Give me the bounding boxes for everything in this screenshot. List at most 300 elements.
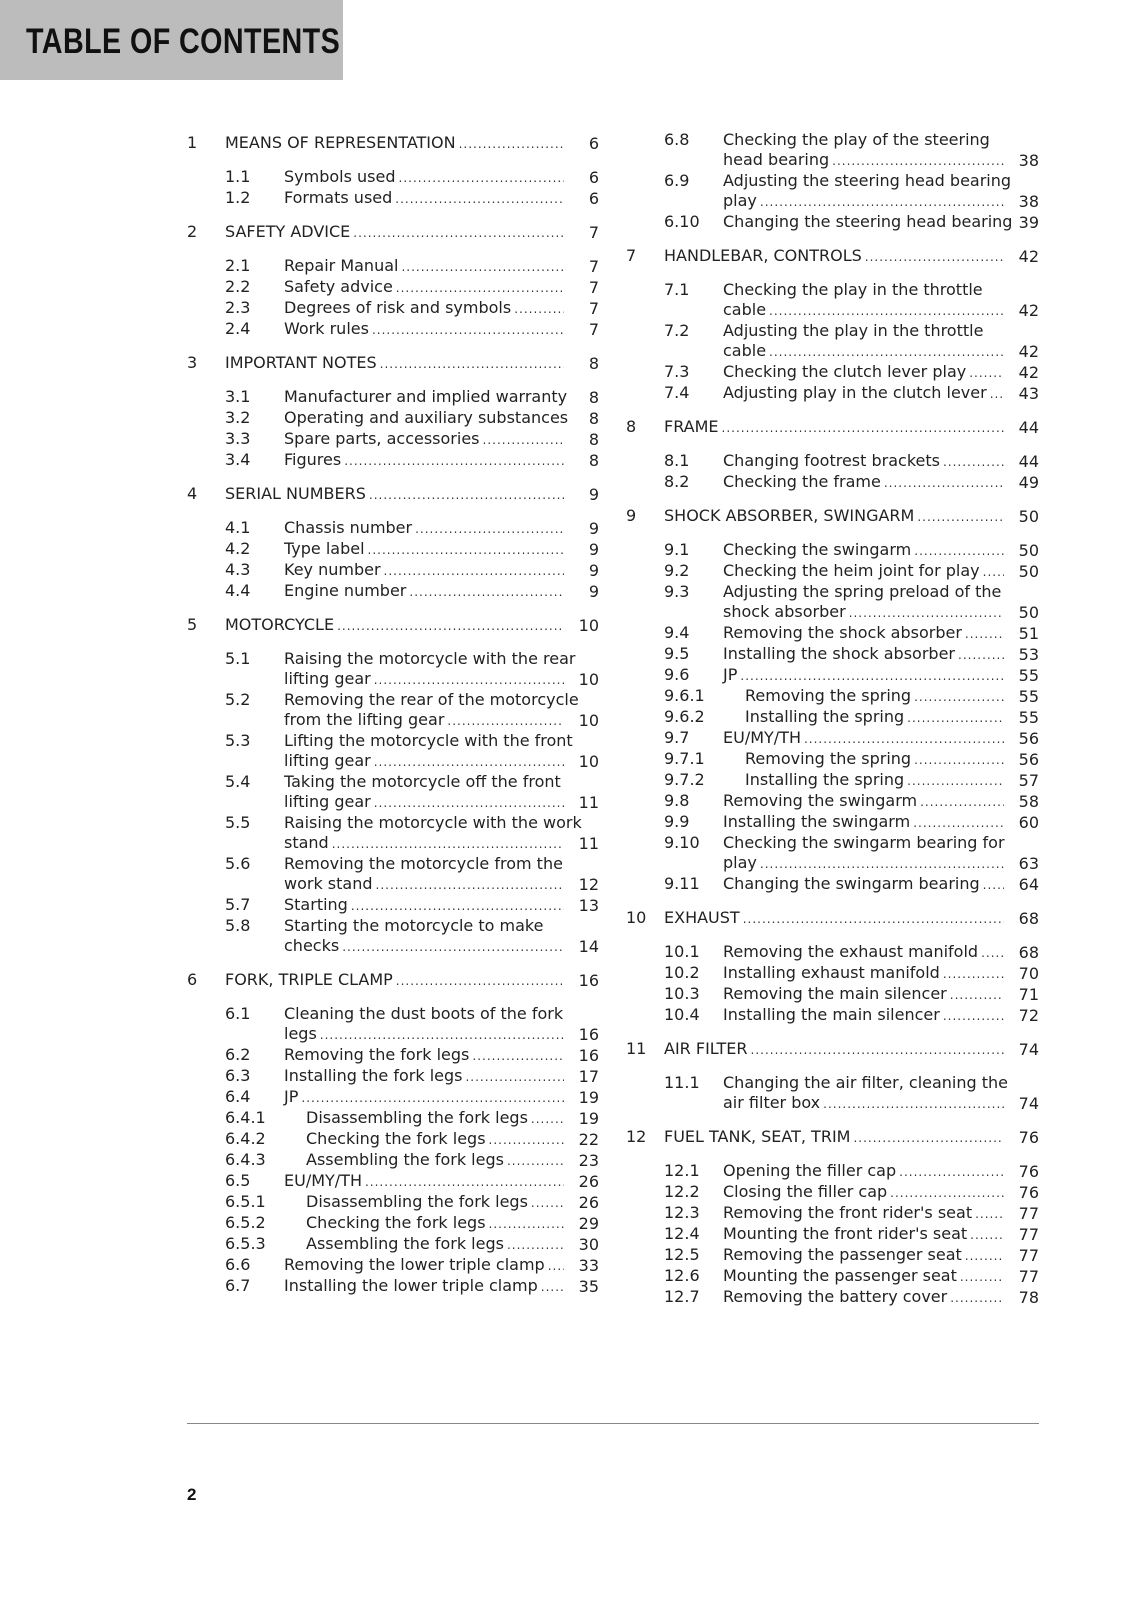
dot-leader — [301, 1087, 564, 1108]
toc-entry[interactable] — [626, 791, 1039, 812]
dot-leader — [415, 518, 564, 539]
toc-entry[interactable] — [626, 1245, 1039, 1266]
toc-entry-title: Removing the motorcycle from the — [284, 854, 563, 873]
dot-leader — [914, 540, 1004, 561]
toc-entry-title: Figures — [284, 450, 342, 469]
toc-entry[interactable] — [187, 649, 599, 690]
dot-leader — [472, 1045, 564, 1066]
toc-entry[interactable] — [626, 321, 1039, 362]
toc-entry[interactable] — [187, 772, 599, 813]
toc-entry[interactable] — [187, 615, 599, 636]
toc-entry[interactable] — [626, 963, 1039, 984]
toc-entry-title: Installing the fork legs — [284, 1066, 463, 1085]
toc-entry[interactable] — [626, 770, 1039, 791]
toc-entry-title: Adjusting the play in the throttle — [723, 321, 984, 340]
dot-leader — [907, 770, 1004, 791]
toc-entry-title: HANDLEBAR, CONTROLS — [664, 246, 862, 265]
toc-entry-number: 7.2 — [664, 321, 690, 340]
toc-entry-number: 5.7 — [225, 895, 251, 914]
toc-entry[interactable] — [626, 942, 1039, 963]
toc-entry-page: 76 — [1018, 1128, 1039, 1147]
toc-entry-number: 5.8 — [225, 916, 251, 935]
toc-entry-number: 6.5.2 — [225, 1213, 266, 1232]
dot-leader — [368, 539, 564, 560]
toc-entry-page: 9 — [588, 485, 599, 504]
toc-entry-page: 29 — [578, 1214, 599, 1233]
toc-entry-page: 10 — [578, 670, 599, 689]
toc-entry-page: 17 — [578, 1067, 599, 1086]
toc-entry[interactable] — [187, 319, 599, 340]
toc-entry-title: cable — [723, 341, 767, 360]
toc-entry-title: Installing the swingarm — [723, 812, 911, 831]
toc-entry-page: 8 — [588, 354, 599, 373]
toc-entry-number: 6.4.3 — [225, 1150, 266, 1169]
toc-entry-page: 7 — [588, 320, 599, 339]
toc-entry-page: 8 — [588, 451, 599, 470]
toc-entry[interactable] — [187, 1234, 599, 1255]
toc-entry-title: Disassembling the fork legs — [306, 1108, 528, 1127]
toc-entry-page: 23 — [578, 1151, 599, 1170]
toc-entry[interactable] — [187, 1213, 599, 1234]
toc-entry-page: 8 — [588, 409, 599, 428]
toc-entry[interactable] — [187, 256, 599, 277]
toc-entry[interactable] — [187, 813, 599, 854]
toc-entry-page: 50 — [1018, 603, 1039, 622]
toc-entry-number: 9 — [626, 506, 637, 525]
toc-entry-number: 9.9 — [664, 812, 690, 831]
dot-leader — [369, 484, 564, 505]
toc-entry-number: 9.11 — [664, 874, 700, 893]
toc-entry[interactable] — [187, 408, 599, 429]
toc-entry-page: 9 — [588, 582, 599, 601]
toc-entry-page: 10 — [578, 752, 599, 771]
toc-entry-number: 9.1 — [664, 540, 690, 559]
dot-leader — [395, 188, 564, 209]
toc-entry-number: 2.4 — [225, 319, 251, 338]
toc-entry[interactable] — [626, 130, 1039, 171]
dot-leader — [983, 561, 1004, 582]
toc-entry-page: 19 — [578, 1088, 599, 1107]
toc-entry[interactable] — [626, 1127, 1039, 1148]
toc-entry[interactable] — [187, 690, 599, 731]
toc-entry-number: 1.2 — [225, 188, 251, 207]
toc-entry-page: 76 — [1018, 1162, 1039, 1181]
toc-entry[interactable] — [187, 484, 599, 505]
toc-entry-page: 68 — [1018, 943, 1039, 962]
toc-entry[interactable] — [626, 1224, 1039, 1245]
toc-entry-page: 50 — [1018, 541, 1039, 560]
toc-entry-title: Removing the main silencer — [723, 984, 947, 1003]
toc-entry[interactable] — [187, 1045, 599, 1066]
toc-entry-title: Removing the spring — [745, 686, 912, 705]
toc-entry[interactable] — [187, 277, 599, 298]
toc-entry[interactable] — [187, 518, 599, 539]
toc-entry-number: 6.10 — [664, 212, 700, 231]
toc-entry[interactable] — [626, 812, 1039, 833]
dot-leader — [374, 751, 564, 772]
toc-entry-title: Checking the swingarm bearing for — [723, 833, 1005, 852]
toc-entry[interactable] — [626, 686, 1039, 707]
toc-entry-title: MEANS OF REPRESENTATION — [225, 133, 456, 152]
dot-leader — [384, 560, 564, 581]
toc-entry-title: Changing the swingarm bearing — [723, 874, 980, 893]
toc-entry-title: Starting — [284, 895, 348, 914]
toc-entry[interactable] — [187, 1255, 599, 1276]
toc-entry-title: Opening the filler cap — [723, 1161, 897, 1180]
toc-entry-title: Raising the motorcycle with the rear — [284, 649, 576, 668]
toc-entry-page: 8 — [588, 388, 599, 407]
dot-leader — [332, 833, 564, 854]
toc-entry-number: 6.4.2 — [225, 1129, 266, 1148]
toc-entry-number: 3.4 — [225, 450, 251, 469]
dot-leader — [372, 319, 564, 340]
toc-entry-title: Formats used — [284, 188, 393, 207]
toc-entry-number: 11.1 — [664, 1073, 700, 1092]
toc-entry-title: shock absorber — [723, 602, 846, 621]
toc-entry[interactable] — [626, 246, 1039, 267]
toc-entry[interactable] — [626, 1005, 1039, 1026]
toc-entry-page: 38 — [1018, 151, 1039, 170]
toc-entry[interactable] — [187, 1192, 599, 1213]
toc-entry-number: 6.3 — [225, 1066, 251, 1085]
toc-entry-number: 4.4 — [225, 581, 251, 600]
toc-entry-title: Changing footrest brackets — [723, 451, 940, 470]
toc-entry-title: Installing the spring — [745, 707, 905, 726]
toc-entry[interactable] — [626, 561, 1039, 582]
toc-entry-title: Spare parts, accessories — [284, 429, 480, 448]
toc-entry-title: Closing the filler cap — [723, 1182, 888, 1201]
dot-leader — [832, 150, 1004, 171]
toc-entry[interactable] — [187, 1171, 599, 1192]
toc-entry[interactable] — [626, 728, 1039, 749]
toc-entry-title: Removing the swingarm — [723, 791, 918, 810]
toc-entry[interactable] — [626, 665, 1039, 686]
dot-leader — [489, 1129, 564, 1150]
toc-entry-page: 55 — [1018, 687, 1039, 706]
toc-entry[interactable] — [187, 353, 599, 374]
toc-entry[interactable] — [626, 623, 1039, 644]
toc-entry[interactable] — [187, 1108, 599, 1129]
toc-entry-page: 6 — [588, 134, 599, 153]
dot-leader — [401, 256, 564, 277]
dot-leader — [907, 707, 1004, 728]
toc-entry[interactable] — [626, 1039, 1039, 1060]
toc-entry-title: Adjusting the steering head bearing — [723, 171, 1012, 190]
toc-entry-number: 7.1 — [664, 280, 690, 299]
toc-entry[interactable] — [187, 1129, 599, 1150]
toc-entry-page: 57 — [1018, 771, 1039, 790]
toc-entry-number: 3.1 — [225, 387, 251, 406]
toc-entry-number: 6.4.1 — [225, 1108, 266, 1127]
toc-entry-number: 6.8 — [664, 130, 690, 149]
toc-entry-title: Checking the play of the steering — [723, 130, 990, 149]
toc-entry[interactable] — [187, 133, 599, 154]
toc-entry-page: 38 — [1018, 192, 1039, 211]
toc-entry-number: 12.1 — [664, 1161, 700, 1180]
dot-leader — [396, 970, 564, 991]
toc-entry-title: IMPORTANT NOTES — [225, 353, 377, 372]
toc-entry-number: 3.3 — [225, 429, 251, 448]
toc-entry-title: Checking the swingarm — [723, 540, 912, 559]
toc-entry-title: stand — [284, 833, 329, 852]
toc-entry-page: 44 — [1018, 452, 1039, 471]
toc-entry-number: 6.5 — [225, 1171, 251, 1190]
toc-entry-title: lifting gear — [284, 751, 371, 770]
toc-entry-number: 9.10 — [664, 833, 700, 852]
toc-entry[interactable] — [187, 970, 599, 991]
toc-entry[interactable] — [626, 280, 1039, 321]
toc-entry-number: 2.1 — [225, 256, 251, 275]
toc-entry-page: 56 — [1018, 729, 1039, 748]
toc-entry[interactable] — [626, 908, 1039, 929]
toc-entry[interactable] — [626, 171, 1039, 212]
dot-leader — [969, 362, 1004, 383]
dot-leader — [483, 429, 565, 450]
toc-entry[interactable] — [626, 1182, 1039, 1203]
toc-entry-number: 10.2 — [664, 963, 700, 982]
dot-leader — [376, 874, 564, 895]
toc-entry-number: 6.9 — [664, 171, 690, 190]
toc-entry[interactable] — [187, 895, 599, 916]
dot-leader — [541, 1276, 564, 1297]
toc-entry-page: 39 — [1018, 213, 1039, 232]
toc-entry-number: 5.5 — [225, 813, 251, 832]
dot-leader — [760, 191, 1004, 212]
toc-entry-page: 16 — [578, 1046, 599, 1065]
toc-entry[interactable] — [626, 417, 1039, 438]
toc-entry-title: Changing the steering head bearing — [723, 212, 1013, 231]
toc-entry[interactable] — [187, 167, 599, 188]
toc-entry-page: 68 — [1018, 909, 1039, 928]
toc-entry[interactable] — [626, 874, 1039, 895]
toc-entry-page: 70 — [1018, 964, 1039, 983]
toc-entry-number: 10.3 — [664, 984, 700, 1003]
toc-entry[interactable] — [626, 707, 1039, 728]
toc-entry[interactable] — [626, 1161, 1039, 1182]
toc-entry-title: lifting gear — [284, 669, 371, 688]
toc-entry-number: 2 — [187, 222, 198, 241]
toc-entry-title: work stand — [284, 874, 373, 893]
toc-entry-title: play — [723, 191, 757, 210]
toc-entry[interactable] — [187, 450, 599, 471]
toc-entry-title: Removing the passenger seat — [723, 1245, 962, 1264]
header-block — [0, 0, 343, 80]
toc-entry-page: 14 — [578, 937, 599, 956]
toc-entry-title: Removing the battery cover — [723, 1287, 948, 1306]
toc-entry-page: 6 — [588, 189, 599, 208]
toc-entry-page: 16 — [578, 1025, 599, 1044]
toc-entry[interactable] — [626, 1266, 1039, 1287]
toc-entry[interactable] — [626, 644, 1039, 665]
toc-entry[interactable] — [187, 1066, 599, 1087]
dot-leader — [769, 341, 1004, 362]
toc-entry-page: 77 — [1018, 1204, 1039, 1223]
toc-entry[interactable] — [626, 383, 1039, 404]
toc-entry-page: 9 — [588, 540, 599, 559]
toc-entry-page: 55 — [1018, 708, 1039, 727]
toc-entry-page: 19 — [578, 1109, 599, 1128]
toc-entry-number: 5.6 — [225, 854, 251, 873]
toc-entry-page: 22 — [578, 1130, 599, 1149]
toc-entry[interactable] — [187, 298, 599, 319]
dot-leader — [913, 812, 1004, 833]
toc-entry-number: 12.4 — [664, 1224, 700, 1243]
toc-entry-title: Removing the fork legs — [284, 1045, 470, 1064]
toc-entry-title: Lifting the motorcycle with the front — [284, 731, 573, 750]
toc-entry-title: Removing the rear of the motorcycle — [284, 690, 579, 709]
toc-entry[interactable] — [626, 833, 1039, 874]
toc-entry-number: 8.1 — [664, 451, 690, 470]
toc-entry[interactable] — [187, 731, 599, 772]
toc-entry-page: 11 — [578, 834, 599, 853]
dot-leader — [351, 895, 564, 916]
toc-entry[interactable] — [626, 506, 1039, 527]
toc-entry[interactable] — [187, 429, 599, 450]
toc-entry[interactable] — [626, 582, 1039, 623]
toc-entry-number: 5.1 — [225, 649, 251, 668]
toc-entry-page: 42 — [1018, 342, 1039, 361]
toc-entry-page: 8 — [588, 430, 599, 449]
toc-entry-title: FORK, TRIPLE CLAMP — [225, 970, 393, 989]
toc-entry-page: 74 — [1018, 1094, 1039, 1113]
toc-entry[interactable] — [626, 749, 1039, 770]
toc-entry-number: 9.7.2 — [664, 770, 705, 789]
toc-entry-title: Degrees of risk and symbols — [284, 298, 512, 317]
toc-entry[interactable] — [626, 212, 1039, 233]
dot-leader — [890, 1182, 1004, 1203]
toc-entry-number: 10.4 — [664, 1005, 700, 1024]
dot-leader — [548, 1255, 564, 1276]
toc-entry-page: 50 — [1018, 507, 1039, 526]
dot-leader — [409, 581, 564, 602]
toc-entry-title: Checking the frame — [723, 472, 881, 491]
toc-entry-title: SAFETY ADVICE — [225, 222, 351, 241]
toc-entry[interactable] — [187, 222, 599, 243]
toc-entry-number: 12.7 — [664, 1287, 700, 1306]
toc-entry-page: 64 — [1018, 875, 1039, 894]
toc-entry-title: FUEL TANK, SEAT, TRIM — [664, 1127, 851, 1146]
dot-leader — [950, 984, 1004, 1005]
toc-entry-number: 3 — [187, 353, 198, 372]
toc-entry-page: 76 — [1018, 1183, 1039, 1202]
toc-entry-title: Starting the motorcycle to make — [284, 916, 544, 935]
toc-entry-page: 55 — [1018, 666, 1039, 685]
toc-entry-title: Safety advice — [284, 277, 393, 296]
toc-entry-title: AIR FILTER — [664, 1039, 748, 1058]
toc-entry-number: 6.4 — [225, 1087, 251, 1106]
toc-entry[interactable] — [187, 1004, 599, 1045]
toc-entry-title: Operating and auxiliary substances — [284, 408, 569, 427]
toc-entry[interactable] — [626, 540, 1039, 561]
toc-entry[interactable] — [187, 1150, 599, 1171]
toc-entry-page: 60 — [1018, 813, 1039, 832]
toc-entry-title: EU/MY/TH — [284, 1171, 362, 1190]
toc-entry-number: 6.7 — [225, 1276, 251, 1295]
dot-leader — [396, 277, 564, 298]
toc-entry-page: 7 — [588, 278, 599, 297]
dot-leader — [722, 417, 1004, 438]
dot-leader — [751, 1039, 1005, 1060]
toc-entry-number: 6.5.1 — [225, 1192, 266, 1211]
toc-entry-title: Removing the lower triple clamp — [284, 1255, 545, 1274]
toc-entry[interactable] — [187, 188, 599, 209]
toc-entry-title: Adjusting play in the clutch lever — [723, 383, 987, 402]
toc-entry-title: Installing the main silencer — [723, 1005, 940, 1024]
toc-entry-page: 42 — [1018, 301, 1039, 320]
toc-entry-page: 77 — [1018, 1246, 1039, 1265]
toc-entry[interactable] — [187, 539, 599, 560]
toc-entry[interactable] — [187, 560, 599, 581]
toc-entry-page: 44 — [1018, 418, 1039, 437]
dot-leader — [447, 710, 564, 731]
toc-column-left — [187, 130, 599, 1297]
toc-entry-page: 78 — [1018, 1288, 1039, 1307]
toc-entry[interactable] — [187, 916, 599, 957]
dot-leader — [489, 1213, 564, 1234]
toc-entry-number: 8 — [626, 417, 637, 436]
dot-leader — [337, 615, 564, 636]
toc-entry-number: 4 — [187, 484, 198, 503]
dot-leader — [760, 853, 1004, 874]
toc-entry[interactable] — [626, 472, 1039, 493]
toc-entry-page: 35 — [578, 1277, 599, 1296]
dot-leader — [981, 942, 1004, 963]
dot-leader — [465, 1066, 564, 1087]
toc-entry[interactable] — [187, 854, 599, 895]
dot-leader — [531, 1192, 564, 1213]
toc-entry-number: 9.7.1 — [664, 749, 705, 768]
toc-entry-page: 12 — [578, 875, 599, 894]
dot-leader — [970, 1224, 1004, 1245]
dot-leader — [459, 133, 564, 154]
toc-entry[interactable] — [187, 581, 599, 602]
toc-entry-number: 12.3 — [664, 1203, 700, 1222]
toc-entry-page: 16 — [578, 971, 599, 990]
dot-leader — [958, 644, 1004, 665]
dot-leader — [374, 669, 564, 690]
toc-entry-title: Checking the clutch lever play — [723, 362, 967, 381]
toc-entry[interactable] — [626, 451, 1039, 472]
toc-entry-title: Engine number — [284, 581, 407, 600]
toc-entry[interactable] — [187, 1087, 599, 1108]
dot-leader — [849, 602, 1004, 623]
toc-entry-title: Installing exhaust manifold — [723, 963, 940, 982]
toc-entry[interactable] — [626, 984, 1039, 1005]
toc-entry-page: 49 — [1018, 473, 1039, 492]
toc-entry-page: 77 — [1018, 1225, 1039, 1244]
toc-entry-number: 2.3 — [225, 298, 251, 317]
toc-entry[interactable] — [626, 1287, 1039, 1308]
toc-entry-number: 9.6.2 — [664, 707, 705, 726]
toc-entry-title: SERIAL NUMBERS — [225, 484, 366, 503]
toc-entry-title: JP — [284, 1087, 299, 1106]
toc-entry[interactable] — [626, 362, 1039, 383]
toc-entry-page: 53 — [1018, 645, 1039, 664]
toc-entry-title: Checking the play in the throttle — [723, 280, 983, 299]
toc-entry-title: Removing the exhaust manifold — [723, 942, 979, 961]
toc-entry-title: Chassis number — [284, 518, 413, 537]
dot-leader — [514, 298, 564, 319]
toc-entry[interactable] — [626, 1203, 1039, 1224]
toc-entry-number: 6.6 — [225, 1255, 251, 1274]
toc-entry[interactable] — [187, 387, 599, 408]
page-number: 2 — [187, 1485, 197, 1504]
toc-entry-number: 1.1 — [225, 167, 251, 186]
toc-entry[interactable] — [187, 1276, 599, 1297]
toc-entry-title: head bearing — [723, 150, 830, 169]
dot-leader — [507, 1234, 564, 1255]
toc-entry[interactable] — [626, 1073, 1039, 1114]
